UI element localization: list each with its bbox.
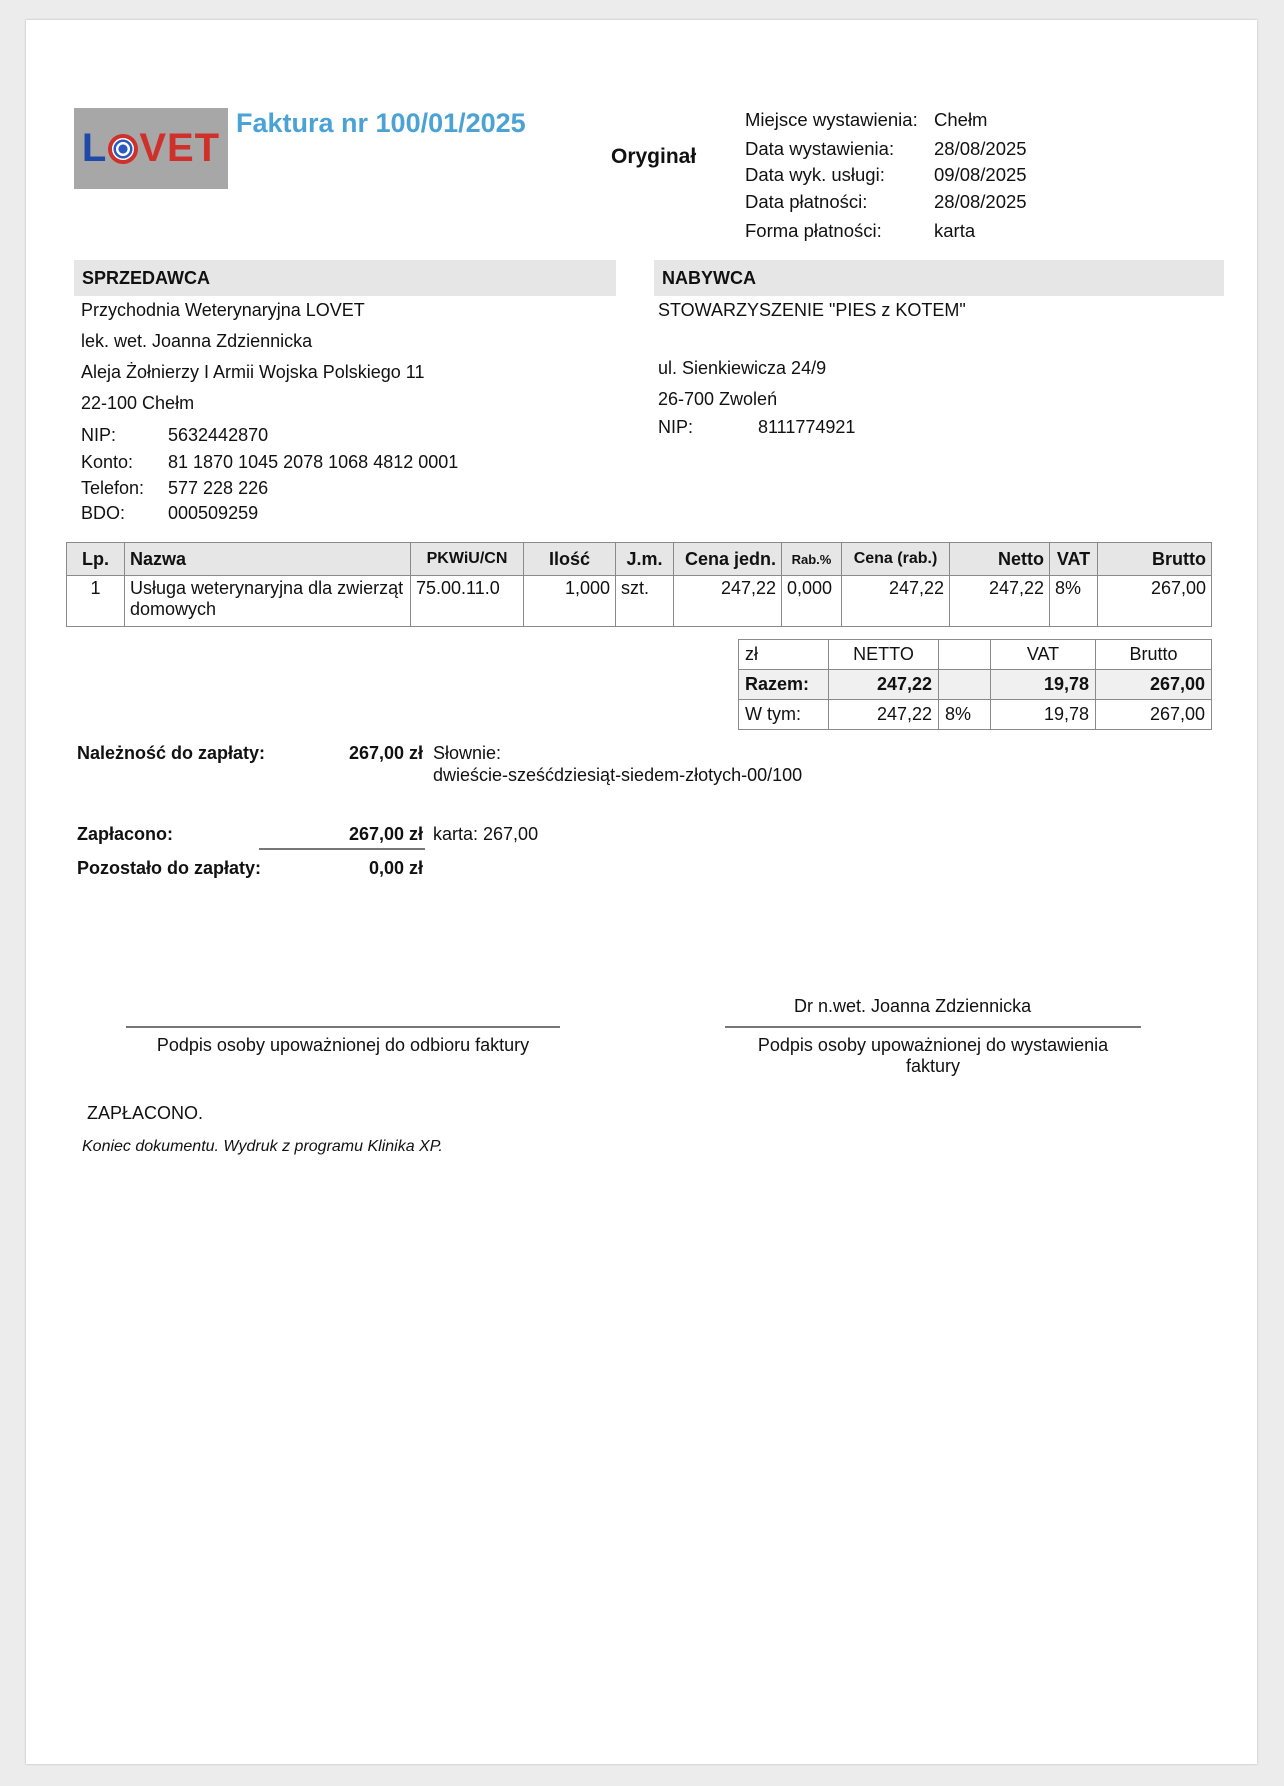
buyer-heading: NABYWCA [654, 260, 1224, 296]
value: 5632442870 [168, 425, 269, 445]
cell-name: Usługa weterynaryjna dla zwierząt domowych [125, 576, 411, 627]
seller-street: Aleja Żołnierzy I Armii Wojska Polskiego 11 [81, 362, 425, 382]
col-pkwiu: PKWiU/CN [411, 543, 524, 576]
sum-total-net: 247,22 [829, 670, 939, 700]
amount-due-label: Należność do zapłaty: [77, 743, 266, 763]
paid-stamp-text: ZAPŁACONO. [87, 1103, 204, 1123]
seller-phone [81, 478, 268, 499]
col-gross: Brutto [1098, 543, 1212, 576]
meta-value: 28/08/2025 [934, 137, 1027, 159]
table-row [67, 576, 1212, 627]
invoice-title: Faktura nr 100/01/2025 [236, 108, 526, 138]
value: 8111774921 [758, 417, 856, 437]
cell-vat: 8% [1050, 576, 1098, 627]
meta-row-payment-method [745, 216, 1027, 245]
sum-total-label: Razem: [739, 670, 829, 700]
col-unit-price: Cena jedn. [674, 543, 782, 576]
meta-value: karta [934, 219, 976, 241]
issuer-signature-caption: Podpis osoby upoważnionej do wystawienia faktury [757, 1035, 1109, 1076]
buyer-street: ul. Sienkiewicza 24/9 [658, 358, 827, 378]
sum-col-net: NETTO [829, 640, 939, 670]
sum-total-vat: 19,78 [991, 670, 1096, 700]
cell-net: 247,22 [950, 576, 1050, 627]
meta-value: 28/08/2025 [934, 190, 1027, 212]
cell-lp: 1 [67, 576, 125, 627]
sum-breakdown-vat: 19,78 [991, 700, 1096, 730]
paid-value: 267,00 zł [348, 824, 423, 844]
amount-in-words-label: Słownie: [433, 743, 502, 763]
meta-row-place [745, 105, 1027, 134]
summary-total-row [739, 670, 1212, 700]
value: 81 1870 1045 2078 1068 4812 0001 [168, 452, 459, 472]
meta-row-issue-date [745, 134, 1027, 163]
meta-label: Miejsce wystawienia: [745, 108, 918, 130]
seller-heading: SPRZEDAWCA [74, 260, 616, 296]
paid-divider [259, 848, 425, 850]
value: 000509259 [168, 503, 259, 523]
copy-label: Oryginał [611, 145, 697, 168]
meta-label: Data wyk. usługi: [745, 164, 885, 185]
seller-bdo [81, 503, 258, 524]
meta-label: Forma płatności: [745, 219, 882, 241]
issuer-name: Dr n.wet. Joanna Zdziennicka [794, 996, 1032, 1016]
seller-account [81, 452, 458, 473]
meta-label: Data płatności: [745, 190, 868, 212]
globe-icon [108, 134, 138, 164]
summary-header-row [739, 640, 1212, 670]
summary-breakdown-row [739, 700, 1212, 730]
paid-label: Zapłacono: [77, 824, 174, 844]
end-of-document-note: Koniec dokumentu. Wydruk z programu Klinika XP. [82, 1138, 443, 1155]
sum-col-vat: VAT [991, 640, 1096, 670]
label: NIP: [658, 417, 694, 437]
lovet-logo: L VET [74, 108, 228, 189]
meta-label: Data wystawienia: [745, 137, 895, 159]
sum-col-rate [939, 640, 991, 670]
cell-gross: 267,00 [1098, 576, 1212, 627]
sum-breakdown-label: W tym: [739, 700, 829, 730]
cell-unit-price: 247,22 [674, 576, 782, 627]
remaining-label: Pozostało do zapłaty: [77, 858, 262, 878]
buyer-city: 26-700 Zwoleń [658, 389, 778, 409]
cell-pkwiu: 75.00.11.0 [411, 576, 524, 627]
sum-breakdown-rate: 8% [939, 700, 991, 730]
sum-total-gross: 267,00 [1096, 670, 1212, 700]
amount-due-value: 267,00 zł [348, 743, 423, 763]
label: NIP: [81, 425, 117, 445]
seller-name: Przychodnia Weterynaryjna LOVET [81, 300, 365, 320]
invoice-page [26, 20, 1257, 1764]
invoice-meta [745, 105, 1027, 245]
sum-col-gross: Brutto [1096, 640, 1212, 670]
meta-value: Chełm [934, 108, 988, 130]
value: 577 228 226 [168, 478, 269, 498]
label: Telefon: [81, 478, 145, 498]
receiver-signature-caption: Podpis osoby upoważnionej do odbioru faktury [156, 1035, 530, 1055]
col-discount: Rab.% [782, 543, 842, 576]
cell-qty: 1,000 [524, 576, 616, 627]
col-name: Nazwa [125, 543, 411, 576]
paid-method: karta: 267,00 [433, 824, 539, 844]
sum-breakdown-gross: 267,00 [1096, 700, 1212, 730]
cell-price-after: 247,22 [842, 576, 950, 627]
seller-city: 22-100 Chełm [81, 393, 195, 413]
sum-total-rate [939, 670, 991, 700]
items-header-row [67, 543, 1212, 576]
col-unit: J.m. [616, 543, 674, 576]
summary-table [738, 639, 1212, 730]
items-table [66, 542, 1212, 627]
col-net: Netto [950, 543, 1050, 576]
meta-row-service-date [745, 163, 1027, 187]
col-vat: VAT [1050, 543, 1098, 576]
buyer-name: STOWARZYSZENIE "PIES z KOTEM" [658, 300, 966, 320]
col-qty: Ilość [524, 543, 616, 576]
label: BDO: [81, 503, 126, 523]
issuer-signature-line [725, 1026, 1141, 1028]
label: Konto: [81, 452, 134, 472]
cell-unit: szt. [616, 576, 674, 627]
sum-breakdown-net: 247,22 [829, 700, 939, 730]
seller-person: lek. wet. Joanna Zdziennicka [81, 331, 313, 351]
meta-value: 09/08/2025 [934, 164, 1027, 185]
amount-in-words: dwieście-sześćdziesiąt-siedem-złotych-00/100 [433, 765, 803, 785]
cell-discount: 0,000 [782, 576, 842, 627]
receiver-signature-line [126, 1026, 560, 1028]
buyer-nip [658, 417, 855, 438]
seller-nip [81, 425, 268, 446]
col-lp: Lp. [67, 543, 125, 576]
meta-row-payment-date [745, 187, 1027, 216]
sum-currency: zł [739, 640, 829, 670]
col-price-after: Cena (rab.) [842, 543, 950, 576]
remaining-value: 0,00 zł [368, 858, 423, 878]
